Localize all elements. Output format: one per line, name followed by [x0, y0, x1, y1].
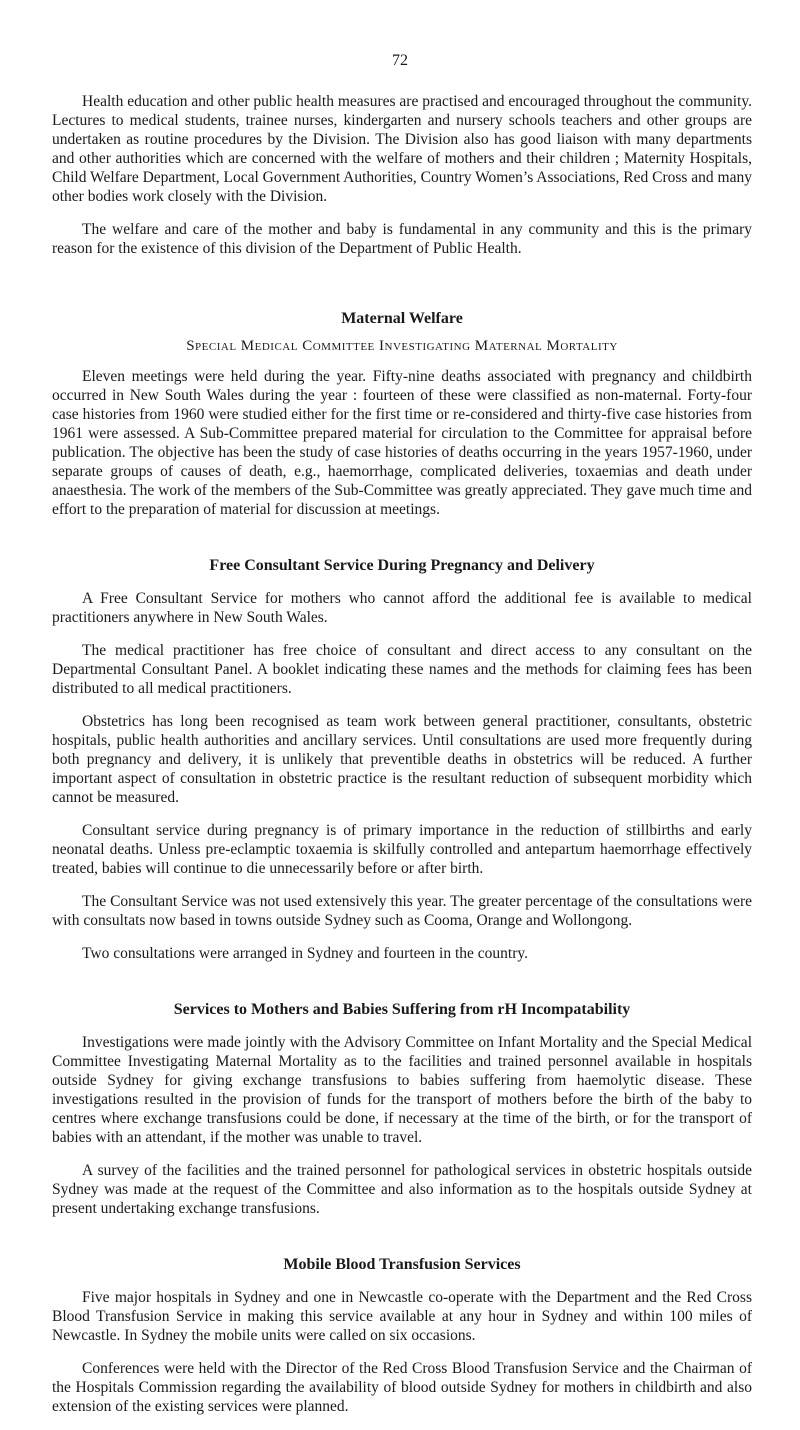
maternal-welfare-paragraph-1: Eleven meetings were held during the year. Fifty-nine deaths associated with pregnancy and childbirth occurred in New South Wales during the year : fourteen of these were classified as non-maternal. Forty-four case histories from 1960 were studied either for the first time or re-considered and thirty-five case histories from 1961 were assessed. A Sub-Committee prepared material for circulation to the Committee for appraisal before publication. The objective has been the study of case histories of deaths occurring in the years 1957-1960, under separate groups of causes of death, e.g., haemorrhage, complicated deliveries, toxaemias and death under anaesthesia. The work of the members of the Sub-Committee was greatly appreciated. They gave much time and effort to the preparation of material for discussion at meetings.: [52, 368, 752, 518]
rh-services-paragraph-2: A survey of the facilities and the trained personnel for pathological services in obstetric hospitals outside Sydney was made at the request of the Committee and also information as to the hospitals outside Sydney at present undertaking exchange transfusions.: [52, 1162, 752, 1217]
rh-services-paragraph-1: Investigations were made jointly with the Advisory Committee on Infant Mortality and the Special Medical Committee Investigating Maternal Mortality as to the facilities and trained personnel available in hospitals outside Sydney for giving exchange transfusions to babies suffering from haemolytic disease. These investigations resulted in the provision of funds for the transport of mothers before the birth of the baby to centres where exchange transfusions could be done, if necessary at the time of the birth, or for the transport of babies with an attendant, if the mother was unable to travel.: [52, 1034, 752, 1146]
intro-paragraph-1: Health education and other public health measures are practised and encouraged throughout the community. Lectures to medical students, trainee nurses, kindergarten and nursery schools teachers and other groups are undertaken as routine procedures by the Division. The Division also has good liaison with many departments and other authorities which are concerned with the welfare of mothers and their children ; Maternity Hospitals, Child Welfare Department, Local Government Authorities, Country Women’s Associations, Red Cross and many other bodies work closely with the Division.: [52, 93, 752, 205]
special-committee-subheading: Special Medical Committee Investigating Maternal Mortality: [186, 338, 618, 354]
blood-transfusion-paragraph-2: Conferences were held with the Director of the Red Cross Blood Transfusion Service and the Chairman of the Hospitals Commission regarding the availability of blood outside Sydney for mothers in childbirth and also extension of the existing services were planned.: [52, 1360, 752, 1415]
maternal-welfare-section: [52, 310, 752, 519]
free-consultant-heading: Free Consultant Service During Pregnancy and Delivery: [209, 557, 595, 574]
free-consultant-paragraph-4: Consultant service during pregnancy is of primary importance in the reduction of stillbirths and early neonatal deaths. Unless pre-eclamptic toxaemia is skilfully controlled and antepartum haemorrhage effectively treated, babies will continue to die unnecessarily before or after birth.: [52, 822, 752, 877]
page-number: 72: [392, 52, 408, 69]
free-consultant-paragraph-3: Obstetrics has long been recognised as team work between general practitioner, consultants, obstetric hospitals, public health authorities and ancillary services. Until consultations are used more frequently during both pregnancy and delivery, it is unlikely that preventible deaths in obstetrics will be reduced. A further important aspect of consultation in obstetric practice is the resultant reduction of subsequent morbidity which cannot be measured.: [52, 713, 752, 806]
intro-section: [52, 92, 752, 258]
free-consultant-section: [52, 557, 752, 963]
free-consultant-paragraph-2: The medical practitioner has free choice of consultant and direct access to any consultant on the Departmental Consultant Panel. A booklet indicating these names and the methods for claiming fees has been distributed to all medical practitioners.: [52, 642, 752, 697]
blood-transfusion-heading: Mobile Blood Transfusion Services: [283, 1256, 521, 1273]
intro-paragraph-2: The welfare and care of the mother and baby is fundamental in any community and this is the primary reason for the existence of this division of the Department of Public Health.: [52, 221, 752, 257]
rh-services-heading: Services to Mothers and Babies Suffering from rH Incompatability: [173, 1001, 631, 1018]
blood-transfusion-paragraph-1: Five major hospitals in Sydney and one in Newcastle co-operate with the Department and the Red Cross Blood Transfusion Service in making this service available at any hour in Sydney and within 100 miles of Newcastle. In Sydney the mobile units were called on six occasions.: [52, 1289, 752, 1344]
free-consultant-paragraph-1: A Free Consultant Service for mothers who cannot afford the additional fee is available to medical practitioners anywhere in New South Wales.: [52, 590, 752, 626]
rh-services-section: [52, 1001, 752, 1218]
free-consultant-paragraph-6: Two consultations were arranged in Sydney and fourteen in the country.: [82, 945, 528, 962]
page-content: [52, 92, 752, 1430]
free-consultant-paragraph-5: The Consultant Service was not used extensively this year. The greater percentage of the consultations were with consultats now based in towns outside Sydney such as Cooma, Orange and Wollongong.: [52, 893, 752, 929]
blood-transfusion-section: [52, 1256, 752, 1416]
maternal-welfare-heading: Maternal Welfare: [341, 310, 463, 327]
